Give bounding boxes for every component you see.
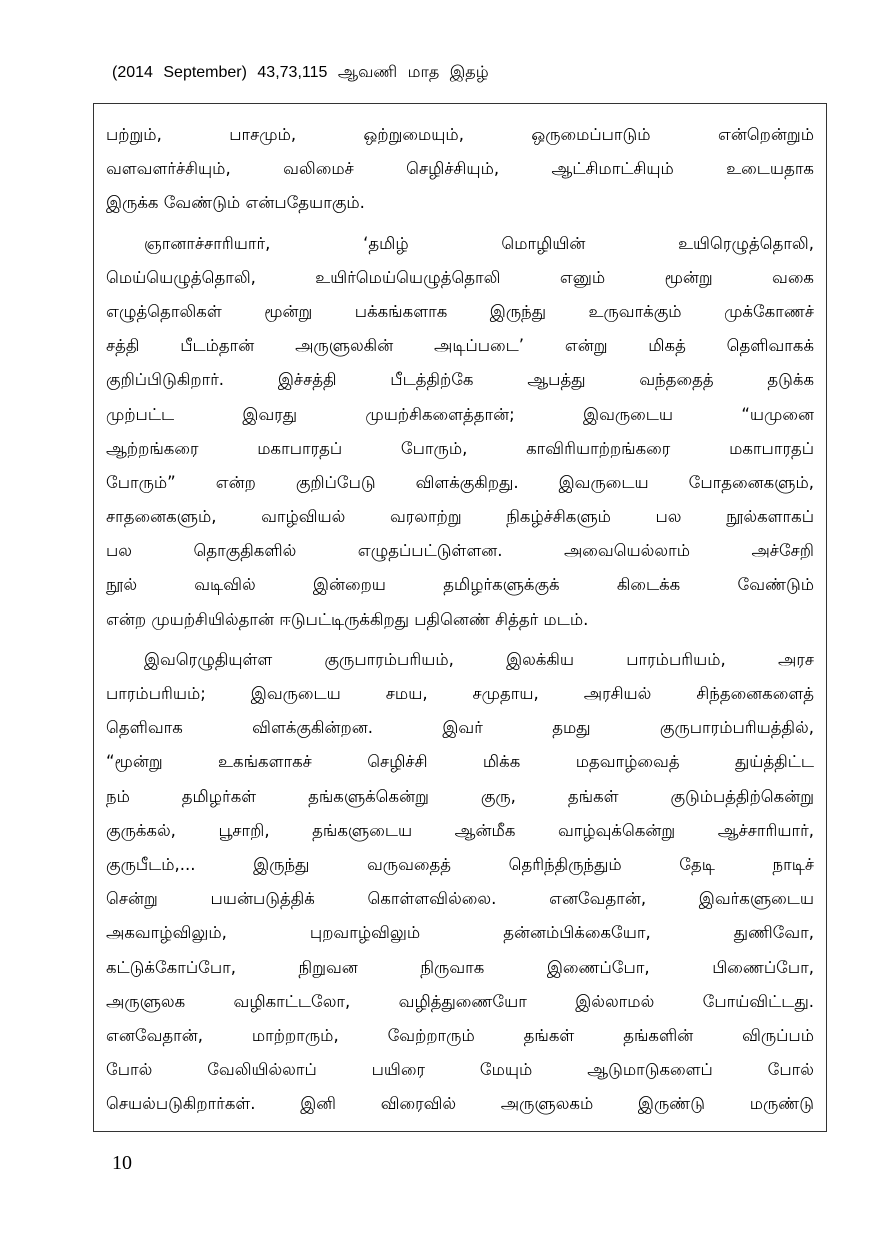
text-line: வளவளர்ச்சியும், வலிமைச் செழிச்சியும், ஆட்சிமாட்சியும் உடையதாக: [106, 159, 814, 179]
paragraph: [106, 118, 814, 221]
text-line: பாரம்பரியம்; இவருடைய சமய, சமுதாய, அரசியல் சிந்தனைகளைத்: [106, 684, 814, 703]
text-line: இவரெழுதியுள்ள குருபாரம்பரியம், இலக்கிய பாரம்பரியம், அரச: [144, 649, 814, 669]
text-line: மெய்யெழுத்தொலி, உயிர்மெய்யெழுத்தொலி எனும் மூன்று வகை: [106, 267, 814, 287]
text-line: சத்தி பீடம்தான் அருளுலகின் அடிப்படை’ என்று மிகத் தெளிவாகக்: [106, 336, 814, 356]
text-line: தெளிவாக விளக்குகின்றன. இவர் தமது குருபாரம்பரியத்தில்,: [106, 718, 814, 738]
text-line: “மூன்று உகங்களாகச் செழிச்சி மிக்க மதவாழ்வைத் துய்த்திட்ட: [106, 752, 814, 772]
text-line: குருபீடம்,... இருந்து வருவதைத் தெரிந்திருந்தும் தேடி நாடிச்: [106, 854, 814, 874]
text-line: பல தொகுதிகளில் எழுதப்பட்டுள்ளன. அவையெல்லாம் அச்சேறி: [106, 541, 814, 561]
text-line: அகவாழ்விலும், புறவாழ்விலும் தன்னம்பிக்கையோ, துணிவோ,: [106, 923, 814, 943]
text-line: எனவேதான், மாற்றாரும், வேற்றாரும் தங்கள் தங்களின் விருப்பம்: [106, 1025, 814, 1045]
text-line: ஞானாச்சாரியார், ‘தமிழ் மொழியின் உயிரெழுத்தொலி,: [144, 233, 814, 253]
text-line: இருக்க வேண்டும் என்பதேயாகும்.: [106, 193, 365, 213]
text-line: கட்டுக்கோப்போ, நிறுவன நிருவாக இணைப்போ, பிணைப்போ,: [106, 957, 814, 977]
text-line: என்ற முயற்சியில்தான் ஈடுபட்டிருக்கிறது பதினெண் சித்தர் மடம்.: [106, 609, 589, 629]
text-line: செயல்படுகிறார்கள். இனி விரைவில் அருளுலகம் இருண்டு மருண்டு: [106, 1094, 814, 1114]
text-line: முற்பட்ட இவரது முயற்சிகளைத்தான்; இவருடைய “யமுனை: [106, 404, 814, 424]
text-line: குறிப்பிடுகிறார். இச்சத்தி பீடத்திற்கே ஆபத்து வந்ததைத் தடுக்க: [106, 370, 814, 390]
paragraph: [106, 643, 814, 1122]
text-line: பற்றும், பாசமும், ஒற்றுமையும், ஒருமைப்பாடும் என்றென்றும்: [106, 125, 814, 144]
text-line: குருக்கல், பூசாறி, தங்களுடைய ஆன்மீக வாழ்வுக்கென்று ஆச்சாரியார்,: [106, 820, 814, 840]
running-header: (2014 September) 43,73,115 ஆவணி மாத இதழ்: [112, 64, 489, 81]
text-line: சாதனைகளும், வாழ்வியல் வரலாற்று நிகழ்ச்சிகளும் பல நூல்களாகப்: [106, 507, 814, 527]
page-number: 10: [112, 1152, 132, 1174]
text-line: நம் தமிழர்கள் தங்களுக்கென்று குரு, தங்கள் குடும்பத்திற்கென்று: [106, 786, 814, 806]
text-line: எழுத்தொலிகள் மூன்று பக்கங்களாக இருந்து உருவாக்கும் முக்கோணச்: [106, 301, 814, 321]
text-body: [106, 118, 814, 1121]
text-frame: [93, 103, 827, 1132]
text-line: ஆற்றங்கரை மகாபாரதப் போரும், காவிரியாற்றங்கரை மகாபாரதப்: [106, 438, 814, 458]
text-line: சென்று பயன்படுத்திக் கொள்ளவில்லை. எனவேதான், இவர்களுடைய: [106, 889, 814, 909]
text-line: நூல் வடிவில் இன்றைய தமிழர்களுக்குக் கிடைக்க வேண்டும்: [106, 575, 814, 595]
text-line: அருளுலக வழிகாட்டலோ, வழித்துணையோ இல்லாமல் போய்விட்டது.: [106, 991, 814, 1011]
text-line: போரும்” என்ற குறிப்பேடு விளக்குகிறது. இவருடைய போதனைகளும்,: [106, 472, 814, 492]
text-line: போல் வேலியில்லாப் பயிரை மேயும் ஆடுமாடுகளைப் போல்: [106, 1060, 814, 1080]
paragraph: [106, 227, 814, 637]
